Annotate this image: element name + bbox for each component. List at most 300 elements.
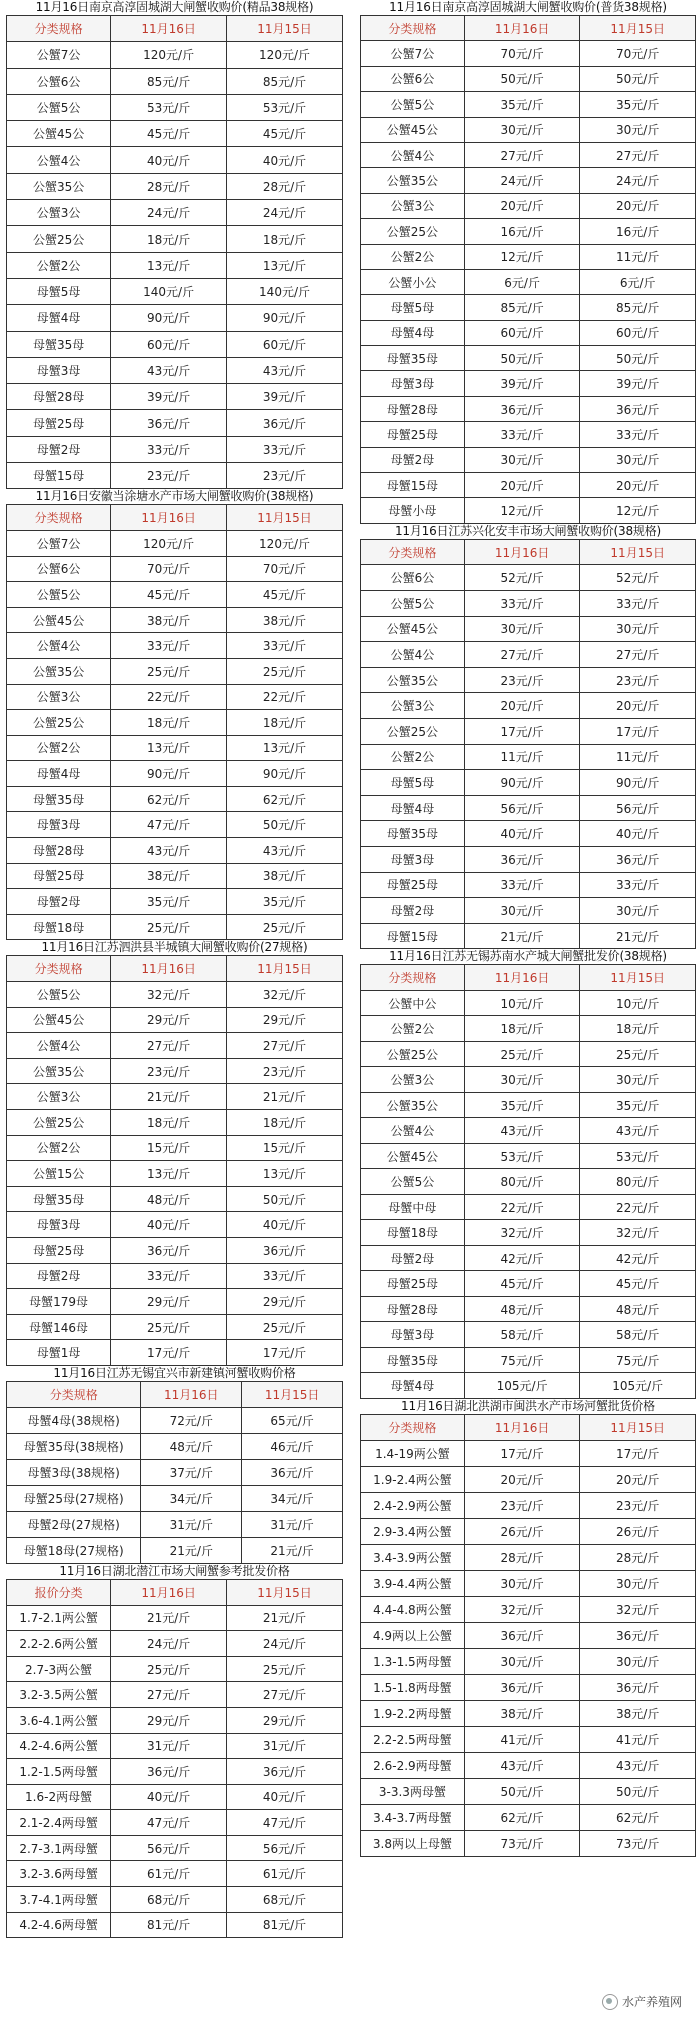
table-row	[7, 147, 343, 173]
spec-cell: 公蟹2公	[7, 1135, 111, 1161]
price-today-cell: 30元/斤	[464, 1067, 580, 1093]
price-today-cell: 52元/斤	[464, 565, 580, 591]
price-yesterday-cell: 25元/斤	[580, 1041, 696, 1067]
table-row	[7, 982, 343, 1008]
spec-cell: 公蟹6公	[361, 66, 465, 91]
spec-cell: 母蟹146母	[7, 1314, 111, 1340]
price-yesterday-cell: 50元/斤	[227, 1186, 343, 1212]
table-row	[361, 1466, 696, 1492]
spec-cell: 1.7-2.1两公蟹	[7, 1605, 111, 1631]
spec-cell: 公蟹45公	[361, 616, 465, 642]
price-yesterday-cell: 27元/斤	[227, 1033, 343, 1059]
price-yesterday-cell: 21元/斤	[580, 923, 696, 949]
spec-cell: 母蟹18母	[361, 1220, 465, 1246]
table-row	[361, 923, 696, 949]
price-today-cell: 10元/斤	[464, 990, 580, 1016]
price-today-cell: 11元/斤	[464, 744, 580, 770]
price-today-cell: 43元/斤	[464, 1752, 580, 1778]
spec-cell: 3-3.3两母蟹	[361, 1778, 465, 1804]
price-today-cell: 29元/斤	[111, 1707, 227, 1733]
price-today-cell: 70元/斤	[464, 41, 580, 66]
price-today-cell: 32元/斤	[111, 982, 227, 1008]
price-today-cell: 12元/斤	[464, 498, 580, 523]
table-header-row	[361, 1414, 696, 1440]
price-yesterday-cell: 53元/斤	[580, 1143, 696, 1169]
price-yesterday-cell: 30元/斤	[580, 1648, 696, 1674]
table-row	[361, 41, 696, 66]
spec-cell: 母蟹2母	[7, 1263, 111, 1289]
price-yesterday-cell: 22元/斤	[227, 684, 343, 710]
column-header: 11月15日	[580, 16, 696, 41]
price-yesterday-cell: 33元/斤	[227, 436, 343, 462]
spec-cell: 公蟹25公	[361, 219, 465, 244]
table-row	[361, 1648, 696, 1674]
price-yesterday-cell: 90元/斤	[227, 761, 343, 787]
price-table-block	[360, 524, 696, 950]
price-table	[360, 964, 696, 1399]
price-yesterday-cell: 23元/斤	[580, 1492, 696, 1518]
table-row	[361, 821, 696, 847]
price-yesterday-cell: 105元/斤	[580, 1373, 696, 1399]
table-row	[361, 846, 696, 872]
spec-cell: 母蟹28母	[7, 838, 111, 864]
table-row	[7, 1340, 343, 1366]
table-row	[361, 1544, 696, 1570]
column-header: 11月16日	[464, 16, 580, 41]
table-row	[7, 838, 343, 864]
price-today-cell: 23元/斤	[464, 1492, 580, 1518]
price-today-cell: 36元/斤	[111, 1759, 227, 1785]
spec-cell: 公蟹35公	[361, 667, 465, 693]
price-yesterday-cell: 30元/斤	[580, 1570, 696, 1596]
price-today-cell: 48元/斤	[464, 1296, 580, 1322]
table-title: 11月16日江苏兴化安丰市场大闸蟹收购价(38规格)	[395, 523, 661, 538]
table-row	[7, 658, 343, 684]
watermark-text: 水产养殖网	[621, 1995, 682, 2009]
price-today-cell: 47元/斤	[111, 812, 227, 838]
table-row	[7, 1289, 343, 1315]
spec-cell: 3.4-3.7两母蟹	[361, 1804, 465, 1830]
table-row	[7, 94, 343, 120]
table-title: 11月16日江苏无锡宜兴市新建镇河蟹收购价格	[53, 1365, 296, 1380]
table-header-row	[361, 539, 696, 565]
spec-cell: 母蟹35母	[7, 786, 111, 812]
price-yesterday-cell: 18元/斤	[227, 710, 343, 736]
price-today-cell: 53元/斤	[464, 1143, 580, 1169]
table-row	[361, 565, 696, 591]
table-row	[7, 1314, 343, 1340]
table-row	[361, 1347, 696, 1373]
spec-cell: 公蟹25公	[7, 1110, 111, 1136]
table-row	[361, 1092, 696, 1118]
price-today-cell: 50元/斤	[464, 346, 580, 371]
price-table	[360, 1414, 696, 1857]
price-today-cell: 6元/斤	[464, 269, 580, 294]
price-yesterday-cell: 30元/斤	[580, 1067, 696, 1093]
price-today-cell: 39元/斤	[464, 371, 580, 396]
table-row	[7, 1835, 343, 1861]
table-title: 11月16日湖北潜江市场大闸蟹参考批发价格	[59, 1563, 290, 1578]
spec-cell: 3.6-4.1两公蟹	[7, 1707, 111, 1733]
price-today-cell: 72元/斤	[141, 1407, 242, 1433]
table-row	[7, 1656, 343, 1682]
price-today-cell: 58元/斤	[464, 1322, 580, 1348]
spec-cell: 公蟹中公	[361, 990, 465, 1016]
price-yesterday-cell: 50元/斤	[580, 66, 696, 91]
price-yesterday-cell: 61元/斤	[227, 1861, 343, 1887]
table-row	[7, 1631, 343, 1657]
table-row	[7, 1186, 343, 1212]
table-row	[7, 252, 343, 278]
spec-cell: 1.9-2.2两母蟹	[361, 1700, 465, 1726]
price-today-cell: 38元/斤	[111, 607, 227, 633]
price-today-cell: 80元/斤	[464, 1169, 580, 1195]
price-yesterday-cell: 75元/斤	[580, 1347, 696, 1373]
price-yesterday-cell: 10元/斤	[580, 990, 696, 1016]
price-today-cell: 45元/斤	[111, 121, 227, 147]
spec-cell: 母蟹2母(27规格)	[7, 1511, 141, 1537]
spec-cell: 母蟹3母	[7, 357, 111, 383]
table-row	[7, 200, 343, 226]
table-row	[7, 305, 343, 331]
spec-cell: 母蟹28母	[361, 396, 465, 421]
price-today-cell: 30元/斤	[464, 1570, 580, 1596]
price-today-cell: 61元/斤	[111, 1861, 227, 1887]
spec-cell: 公蟹45公	[7, 1007, 111, 1033]
column-header: 分类规格	[361, 1414, 465, 1440]
price-today-cell: 60元/斤	[111, 331, 227, 357]
table-row	[7, 1135, 343, 1161]
price-yesterday-cell: 52元/斤	[580, 565, 696, 591]
price-today-cell: 30元/斤	[464, 117, 580, 142]
price-yesterday-cell: 32元/斤	[580, 1220, 696, 1246]
spec-cell: 母蟹35母	[361, 1347, 465, 1373]
table-row	[7, 914, 343, 940]
spec-cell: 公蟹4公	[361, 1118, 465, 1144]
price-yesterday-cell: 36元/斤	[227, 410, 343, 436]
price-today-cell: 16元/斤	[464, 219, 580, 244]
price-yesterday-cell: 13元/斤	[227, 252, 343, 278]
price-today-cell: 50元/斤	[464, 66, 580, 91]
price-today-cell: 36元/斤	[111, 1237, 227, 1263]
spec-cell: 4.4-4.8两公蟹	[361, 1596, 465, 1622]
price-today-cell: 56元/斤	[111, 1835, 227, 1861]
spec-cell: 公蟹5公	[361, 591, 465, 617]
price-today-cell: 26元/斤	[464, 1518, 580, 1544]
price-today-cell: 35元/斤	[464, 92, 580, 117]
table-row	[7, 863, 343, 889]
price-yesterday-cell: 45元/斤	[227, 121, 343, 147]
column-header: 分类规格	[7, 1381, 141, 1407]
table-row	[7, 889, 343, 915]
price-table-block	[360, 949, 696, 1399]
table-row	[361, 616, 696, 642]
price-yesterday-cell: 60元/斤	[227, 331, 343, 357]
price-yesterday-cell: 43元/斤	[227, 357, 343, 383]
price-yesterday-cell: 43元/斤	[580, 1118, 696, 1144]
table-row	[361, 795, 696, 821]
table-row	[7, 1759, 343, 1785]
spec-cell: 1.6-2两母蟹	[7, 1784, 111, 1810]
price-yesterday-cell: 90元/斤	[580, 770, 696, 796]
table-row	[361, 693, 696, 719]
table-row	[7, 436, 343, 462]
spec-cell: 母蟹15母	[361, 923, 465, 949]
price-today-cell: 140元/斤	[111, 278, 227, 304]
price-yesterday-cell: 68元/斤	[227, 1887, 343, 1913]
spec-cell: 公蟹5公	[361, 92, 465, 117]
spec-cell: 4.2-4.6两母蟹	[7, 1912, 111, 1938]
spec-cell: 公蟹45公	[7, 121, 111, 147]
spec-cell: 4.2-4.6两公蟹	[7, 1733, 111, 1759]
price-today-cell: 70元/斤	[111, 556, 227, 582]
price-today-cell: 21元/斤	[111, 1605, 227, 1631]
price-yesterday-cell: 29元/斤	[227, 1289, 343, 1315]
price-today-cell: 17元/斤	[464, 1440, 580, 1466]
price-today-cell: 120元/斤	[111, 530, 227, 556]
spec-cell: 母蟹25母	[361, 422, 465, 447]
spec-cell: 母蟹4母	[7, 761, 111, 787]
price-yesterday-cell: 24元/斤	[580, 168, 696, 193]
spec-cell: 母蟹15母	[361, 473, 465, 498]
table-row	[7, 1707, 343, 1733]
table-row	[361, 1726, 696, 1752]
price-today-cell: 36元/斤	[464, 846, 580, 872]
table-row	[361, 1245, 696, 1271]
spec-cell: 母蟹2母	[361, 1245, 465, 1271]
price-today-cell: 53元/斤	[111, 94, 227, 120]
spec-cell: 公蟹35公	[361, 1092, 465, 1118]
table-row	[361, 117, 696, 142]
price-yesterday-cell: 120元/斤	[227, 42, 343, 68]
table-title: 11月16日安徽当涂塘水产市场大闸蟹收购价(38规格)	[35, 489, 314, 504]
table-row	[7, 735, 343, 761]
table-title: 11月16日南京高淳固城湖大闸蟹收购价(普货38规格)	[389, 0, 667, 14]
price-yesterday-cell: 21元/斤	[242, 1537, 343, 1563]
table-row	[361, 244, 696, 269]
price-table	[6, 1381, 343, 1564]
price-table	[6, 15, 343, 489]
price-table-block	[6, 1564, 343, 1938]
table-row	[361, 1322, 696, 1348]
table-row	[361, 1492, 696, 1518]
spec-cell: 公蟹25公	[361, 718, 465, 744]
column-header: 11月15日	[227, 1579, 343, 1605]
table-row	[7, 710, 343, 736]
spec-cell: 母蟹5母	[7, 278, 111, 304]
price-yesterday-cell: 40元/斤	[227, 147, 343, 173]
table-row	[7, 331, 343, 357]
price-table	[6, 955, 343, 1366]
price-yesterday-cell: 81元/斤	[227, 1912, 343, 1938]
price-yesterday-cell: 17元/斤	[227, 1340, 343, 1366]
price-today-cell: 30元/斤	[464, 898, 580, 924]
table-row	[7, 582, 343, 608]
price-today-cell: 35元/斤	[111, 889, 227, 915]
column-header: 11月15日	[227, 16, 343, 42]
spec-cell: 公蟹4公	[7, 633, 111, 659]
spec-cell: 母蟹35母	[7, 331, 111, 357]
table-row	[361, 1440, 696, 1466]
price-today-cell: 21元/斤	[141, 1537, 242, 1563]
price-today-cell: 25元/斤	[111, 914, 227, 940]
spec-cell: 母蟹15母	[7, 463, 111, 489]
table-row	[361, 1296, 696, 1322]
price-today-cell: 43元/斤	[111, 357, 227, 383]
spec-cell: 母蟹35母	[7, 1186, 111, 1212]
column-header: 11月15日	[242, 1381, 343, 1407]
price-yesterday-cell: 73元/斤	[580, 1830, 696, 1856]
table-row	[361, 1596, 696, 1622]
table-row	[361, 1016, 696, 1042]
spec-cell: 公蟹3公	[361, 193, 465, 218]
column-header: 11月15日	[227, 956, 343, 982]
spec-cell: 母蟹25母	[7, 410, 111, 436]
price-yesterday-cell: 30元/斤	[580, 616, 696, 642]
price-yesterday-cell: 90元/斤	[227, 305, 343, 331]
table-row	[361, 1373, 696, 1399]
table-row	[7, 1007, 343, 1033]
table-row	[7, 1433, 343, 1459]
table-row	[7, 1485, 343, 1511]
price-yesterday-cell: 33元/斤	[227, 1263, 343, 1289]
price-today-cell: 24元/斤	[111, 200, 227, 226]
price-yesterday-cell: 38元/斤	[227, 863, 343, 889]
spec-cell: 3.7-4.1两母蟹	[7, 1887, 111, 1913]
price-yesterday-cell: 50元/斤	[580, 1778, 696, 1804]
price-today-cell: 33元/斤	[111, 1263, 227, 1289]
watermark	[602, 1993, 682, 2010]
table-row	[361, 1778, 696, 1804]
price-yesterday-cell: 80元/斤	[580, 1169, 696, 1195]
table-row	[7, 121, 343, 147]
spec-cell: 3.2-3.5两公蟹	[7, 1682, 111, 1708]
table-row	[7, 226, 343, 252]
price-today-cell: 37元/斤	[141, 1459, 242, 1485]
price-today-cell: 29元/斤	[111, 1289, 227, 1315]
table-title: 11月16日江苏泗洪县半城镇大闸蟹收购价(27规格)	[41, 940, 308, 955]
price-yesterday-cell: 35元/斤	[580, 1092, 696, 1118]
column-header: 分类规格	[7, 16, 111, 42]
price-yesterday-cell: 31元/斤	[242, 1511, 343, 1537]
price-today-cell: 29元/斤	[111, 1007, 227, 1033]
price-yesterday-cell: 40元/斤	[580, 821, 696, 847]
price-yesterday-cell: 20元/斤	[580, 193, 696, 218]
price-yesterday-cell: 120元/斤	[227, 530, 343, 556]
spec-cell: 公蟹3公	[361, 1067, 465, 1093]
table-row	[361, 66, 696, 91]
price-today-cell: 27元/斤	[111, 1033, 227, 1059]
price-yesterday-cell: 12元/斤	[580, 498, 696, 523]
spec-cell: 母蟹4母	[361, 320, 465, 345]
price-yesterday-cell: 22元/斤	[580, 1194, 696, 1220]
price-table-block	[360, 1399, 696, 1857]
table-row	[7, 1459, 343, 1485]
column-header: 11月16日	[464, 1414, 580, 1440]
price-today-cell: 25元/斤	[464, 1041, 580, 1067]
price-table	[6, 1579, 343, 1938]
table-row	[361, 371, 696, 396]
spec-cell: 公蟹5公	[361, 1169, 465, 1195]
price-today-cell: 27元/斤	[464, 142, 580, 167]
price-yesterday-cell: 140元/斤	[227, 278, 343, 304]
table-row	[361, 396, 696, 421]
spec-cell: 2.7-3.1两母蟹	[7, 1835, 111, 1861]
price-yesterday-cell: 16元/斤	[580, 219, 696, 244]
column-header: 报价分类	[7, 1579, 111, 1605]
spec-cell: 2.1-2.4两母蟹	[7, 1810, 111, 1836]
table-row	[7, 42, 343, 68]
price-today-cell: 85元/斤	[464, 295, 580, 320]
price-today-cell: 25元/斤	[111, 1314, 227, 1340]
price-yesterday-cell: 65元/斤	[242, 1407, 343, 1433]
price-yesterday-cell: 41元/斤	[580, 1726, 696, 1752]
price-yesterday-cell: 29元/斤	[227, 1707, 343, 1733]
column-header: 11月16日	[464, 539, 580, 565]
price-yesterday-cell: 36元/斤	[580, 846, 696, 872]
table-row	[361, 1570, 696, 1596]
table-row	[361, 1067, 696, 1093]
price-yesterday-cell: 20元/斤	[580, 693, 696, 719]
price-today-cell: 36元/斤	[464, 1674, 580, 1700]
table-row	[7, 761, 343, 787]
column-header: 11月15日	[580, 1414, 696, 1440]
table-row	[361, 642, 696, 668]
price-yesterday-cell: 17元/斤	[580, 1440, 696, 1466]
price-today-cell: 25元/斤	[111, 658, 227, 684]
spec-cell: 母蟹35母	[361, 821, 465, 847]
spec-cell: 公蟹6公	[7, 68, 111, 94]
price-table-block	[6, 0, 343, 489]
price-yesterday-cell: 27元/斤	[580, 142, 696, 167]
price-today-cell: 40元/斤	[111, 147, 227, 173]
price-yesterday-cell: 25元/斤	[227, 914, 343, 940]
table-row	[361, 1169, 696, 1195]
spec-cell: 公蟹小公	[361, 269, 465, 294]
price-yesterday-cell: 40元/斤	[227, 1784, 343, 1810]
price-yesterday-cell: 11元/斤	[580, 244, 696, 269]
spec-cell: 3.9-4.4两公蟹	[361, 1570, 465, 1596]
table-row	[7, 1110, 343, 1136]
price-today-cell: 13元/斤	[111, 1161, 227, 1187]
table-row	[7, 1161, 343, 1187]
table-row	[361, 473, 696, 498]
price-today-cell: 33元/斤	[464, 872, 580, 898]
price-today-cell: 28元/斤	[111, 173, 227, 199]
price-today-cell: 27元/斤	[464, 642, 580, 668]
price-today-cell: 20元/斤	[464, 473, 580, 498]
column-header: 分类规格	[361, 965, 465, 991]
table-row	[7, 1682, 343, 1708]
spec-cell: 2.9-3.4两公蟹	[361, 1518, 465, 1544]
table-row	[7, 68, 343, 94]
spec-cell: 母蟹3母(38规格)	[7, 1459, 141, 1485]
price-today-cell: 85元/斤	[111, 68, 227, 94]
price-yesterday-cell: 36元/斤	[580, 1622, 696, 1648]
spec-cell: 母蟹25母(27规格)	[7, 1485, 141, 1511]
price-today-cell: 31元/斤	[141, 1511, 242, 1537]
price-table-block	[6, 489, 343, 940]
spec-cell: 公蟹7公	[361, 41, 465, 66]
spec-cell: 公蟹35公	[361, 168, 465, 193]
table-row	[7, 1033, 343, 1059]
spec-cell: 3.2-3.6两母蟹	[7, 1861, 111, 1887]
price-yesterday-cell: 43元/斤	[227, 838, 343, 864]
price-yesterday-cell: 18元/斤	[227, 226, 343, 252]
spec-cell: 公蟹35公	[7, 1058, 111, 1084]
price-today-cell: 13元/斤	[111, 735, 227, 761]
price-yesterday-cell: 15元/斤	[227, 1135, 343, 1161]
